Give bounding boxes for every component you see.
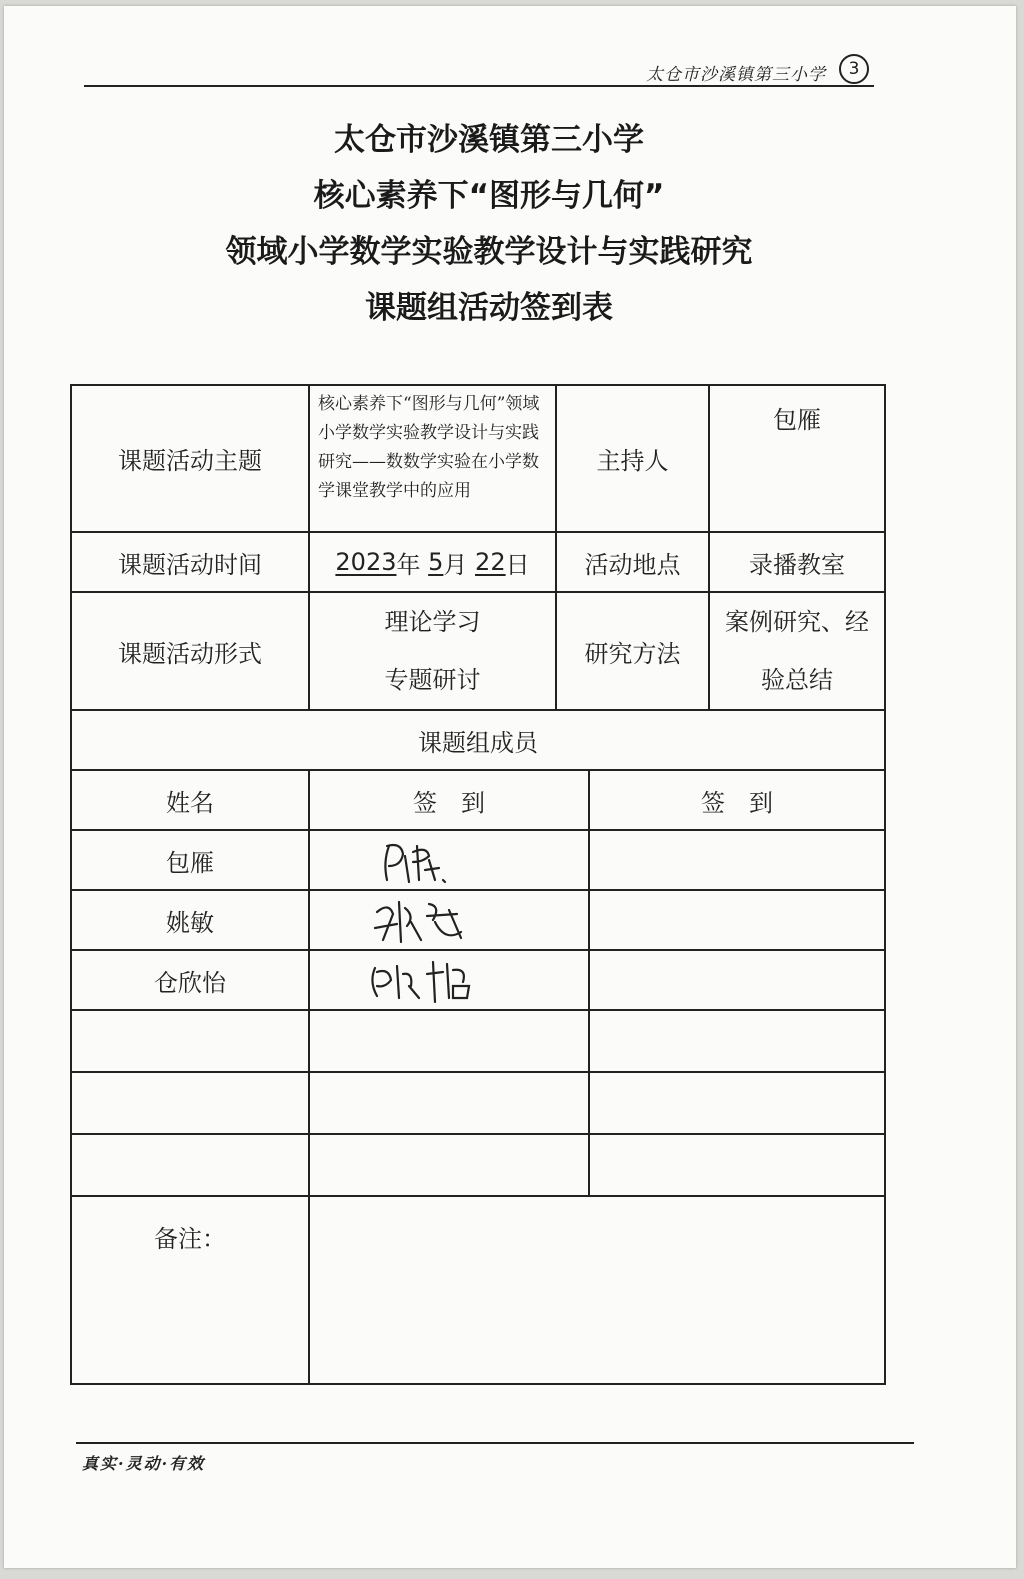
remarks-value bbox=[310, 1197, 884, 1383]
member-signature-cell-2 bbox=[590, 951, 884, 1009]
sign-header-2: 签 到 bbox=[701, 788, 773, 817]
member-row bbox=[72, 1011, 884, 1073]
method-line-1: 案例研究、经 bbox=[725, 608, 869, 636]
host-label: 主持人 bbox=[557, 386, 710, 531]
method-line-2: 验总结 bbox=[761, 666, 833, 694]
footer-rule bbox=[76, 1442, 914, 1444]
location-label: 活动地点 bbox=[557, 533, 710, 591]
header-school-name: 太仓市沙溪镇第三小学 bbox=[646, 65, 826, 85]
member-signature-cell-2 bbox=[590, 831, 884, 889]
title-line-3: 领域小学数学实验教学设计与实践研究 bbox=[225, 234, 753, 270]
document-page bbox=[4, 6, 1016, 1568]
member-row bbox=[72, 831, 884, 891]
member-name bbox=[72, 1073, 310, 1133]
time-month-unit: 月 bbox=[443, 550, 468, 579]
member-signature-cell bbox=[310, 1011, 590, 1071]
members-heading-row bbox=[72, 711, 884, 771]
time-year-unit: 年 bbox=[396, 550, 421, 579]
member-signature-cell-2 bbox=[590, 1073, 884, 1133]
member-signature-cell bbox=[310, 831, 590, 889]
time-label: 课题活动时间 bbox=[72, 533, 310, 591]
member-name: 仓欣怡 bbox=[72, 951, 310, 1009]
remarks-row bbox=[72, 1197, 884, 1383]
remarks-label: 备注： bbox=[72, 1197, 310, 1383]
time-day-unit: 日 bbox=[505, 550, 530, 579]
name-header: 姓名 bbox=[72, 771, 310, 829]
member-signature-cell bbox=[310, 1073, 590, 1133]
member-signature-cell bbox=[310, 951, 590, 1009]
member-row bbox=[72, 1073, 884, 1135]
sign-in-table bbox=[70, 384, 886, 1385]
method-label: 研究方法 bbox=[557, 593, 710, 709]
title-line-1: 太仓市沙溪镇第三小学 bbox=[334, 122, 644, 158]
member-signature-cell-2 bbox=[590, 1135, 884, 1195]
member-row bbox=[72, 951, 884, 1011]
topic-label: 课题活动主题 bbox=[72, 386, 310, 531]
format-value bbox=[310, 593, 557, 709]
title-block bbox=[4, 112, 974, 336]
time-row bbox=[72, 533, 884, 593]
member-signature-cell bbox=[310, 1135, 590, 1195]
member-header-row bbox=[72, 771, 884, 831]
member-row bbox=[72, 1135, 884, 1197]
location-value: 录播教室 bbox=[749, 550, 845, 579]
members-heading: 课题组成员 bbox=[418, 728, 538, 757]
header-rule bbox=[84, 85, 874, 87]
signature-image bbox=[349, 952, 549, 1008]
time-value bbox=[310, 533, 557, 591]
member-signature-cell-2 bbox=[590, 891, 884, 949]
page-number: 3 bbox=[839, 54, 869, 84]
member-signature-cell-2 bbox=[590, 1011, 884, 1071]
format-line-2: 专题研讨 bbox=[384, 666, 481, 694]
member-name: 姚敏 bbox=[72, 891, 310, 949]
title-line-2: 核心素养下“图形与几何” bbox=[313, 178, 665, 214]
topic-value: 核心素养下“图形与几何”领域小学数学实验教学设计与实践研究——数数学实验在小学数学课堂教学中的应用 bbox=[310, 386, 557, 531]
time-year: 2023 bbox=[335, 548, 397, 576]
member-name bbox=[72, 1011, 310, 1071]
title-line-4: 课题组活动签到表 bbox=[365, 290, 613, 326]
footer-motto: 真实·灵动·有效 bbox=[82, 1454, 206, 1473]
method-value bbox=[710, 593, 884, 709]
sign-header-1: 签 到 bbox=[310, 771, 590, 829]
signature-image bbox=[349, 892, 549, 948]
host-value: 包雁 bbox=[773, 406, 821, 434]
member-signature-cell bbox=[310, 891, 590, 949]
time-month: 5 bbox=[428, 548, 444, 576]
member-name: 包雁 bbox=[72, 831, 310, 889]
member-name bbox=[72, 1135, 310, 1195]
member-row bbox=[72, 891, 884, 951]
format-row bbox=[72, 593, 884, 711]
signature-image bbox=[349, 832, 549, 888]
format-line-1: 理论学习 bbox=[384, 608, 481, 636]
format-label: 课题活动形式 bbox=[72, 593, 310, 709]
topic-row bbox=[72, 386, 884, 533]
time-day: 22 bbox=[475, 548, 506, 576]
